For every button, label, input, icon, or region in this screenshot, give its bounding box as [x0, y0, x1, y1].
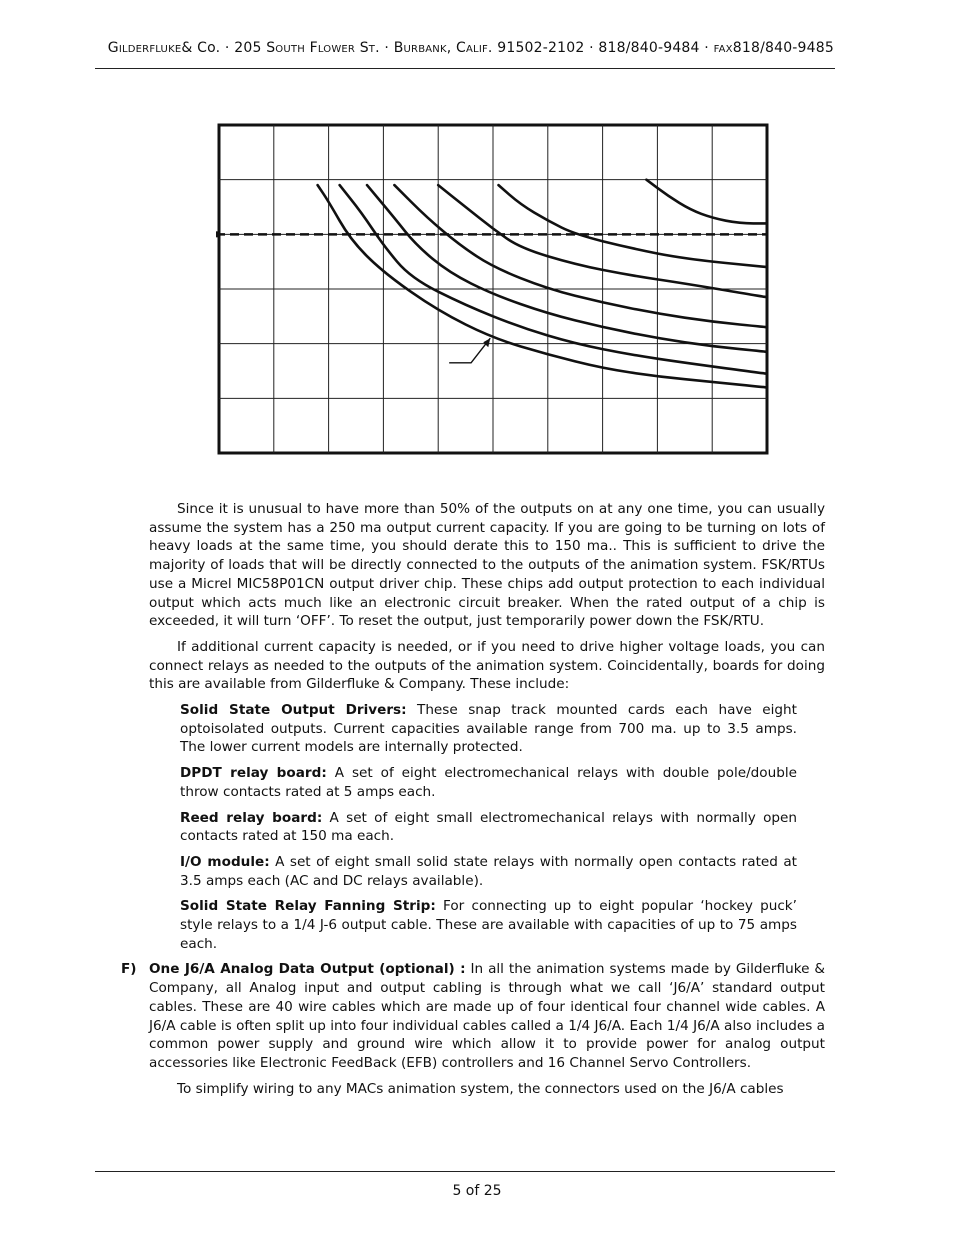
- body-text: [121, 500, 826, 1105]
- page-header: Gilderfluke& Co. · 205 South Flower St. · Burbank, Calif. 91502-2102 · 818/840-9484 · fax818/840-9485: [107, 40, 834, 56]
- page-number: 5 of 25: [452, 1183, 502, 1199]
- list-item-title: Solid State Relay Fanning Strip:: [180, 898, 436, 915]
- list-item-text: A set of eight small electromechanical relays with normally open contacts rated at 150 ma each.: [180, 809, 797, 845]
- company-suffix: & Co.: [181, 40, 221, 56]
- footer-rule: [95, 1171, 835, 1172]
- list-item-title: Reed relay board:: [180, 809, 323, 826]
- reference-line-marker: [216, 231, 220, 237]
- series-line-curve-7: [646, 180, 767, 224]
- list-item-text: A set of eight electromechanical relays with double pole/double throw contacts rated at 5 amps each.: [180, 765, 797, 800]
- list-item: [180, 701, 797, 757]
- section-f: [121, 960, 826, 1072]
- phone: 818/840-9484: [598, 40, 700, 56]
- relay-board-list: [149, 701, 825, 953]
- list-item-text: These snap track mounted cards each have eight optoisolated outputs. Current capacities available range from 700 ma. up to 3.5 amps. The lower current models are internally protected.: [180, 702, 797, 756]
- series-line-curve-3: [367, 185, 767, 352]
- list-item-text: For connecting up to eight popular ‘hockey puck’ style relays to a 1/4 J-6 output cable. These are available with capacities of up to 75 amps each.: [180, 898, 798, 952]
- address-number: 205: [234, 40, 262, 56]
- street: South Flower St.: [266, 40, 380, 56]
- zip: 91502-2102: [497, 40, 585, 56]
- list-item: [180, 764, 797, 801]
- chart-grid: [216, 125, 767, 453]
- section-letter: F): [121, 961, 137, 978]
- series-line-curve-4: [394, 185, 767, 327]
- chart-annotation: [449, 338, 490, 363]
- section-title: One J6/A Analog Data Output (optional) :: [149, 961, 466, 978]
- series-line-curve-6: [499, 185, 768, 267]
- company-name: Gilderfluke: [107, 40, 182, 56]
- paragraph-relays: If additional current capacity is needed, or if you need to drive higher voltage loads, you can connect relays as needed to the outputs of the animation system. Coincidentally, boards for doing this are available from Gilderfluke & Company. These include:: [149, 638, 825, 693]
- derating-chart: [216, 122, 770, 458]
- list-item-title: DPDT relay board:: [180, 765, 327, 782]
- section-text: In all the animation systems made by Gilderfluke & Company, all Analog input and output cabling is through what we call ‘J6/A’ standard output cables. These are 40 wire cables which are made up of four identical four channel wide cables. A J6/A cable is often split up into four individual cables called a 1/4 J6/A. Each 1/4 J6/A also includes a common power supply and ground wire which allow it to provide power for analog output accessories like Electronic FeedBack (EFB) controllers and 16 Channel Servo Controllers.: [149, 961, 826, 1071]
- header-rule: [95, 68, 835, 69]
- paragraph-connectors: To simplify wiring to any MACs animation system, the connectors used on the J6/A cables: [177, 1080, 784, 1097]
- list-item: [180, 809, 797, 846]
- fax-label: fax: [713, 40, 733, 56]
- chart-curves: [318, 180, 767, 388]
- list-item-title: I/O module:: [180, 853, 270, 870]
- list-item: [180, 897, 797, 953]
- list-item-title: Solid State Output Drivers:: [180, 702, 407, 719]
- paragraph-current-capacity: Since it is unusual to have more than 50% of the outputs on at any one time, you can usually assume the system has a 250 ma output current capacity. If you are going to be turning on lots of heavy loads at the same time, you should derate this to 150 ma.. This is sufficient to drive the majority of loads that will be directly connected to the outputs of the animation system. FSK/RTUs use a Micrel MIC58P01CN output driver chip. These chips add output protection to each individual output which acts much like an electronic circuit breaker. When the rated output of a chip is exceeded, it will turn ‘OFF’. To reset the output, just temporarily power down the FSK/RTU.: [149, 501, 825, 630]
- list-item-text: A set of eight small solid state relays with normally open contacts rated at 3.5 amps each (AC and DC relays available).: [180, 853, 797, 889]
- list-item: [180, 853, 797, 890]
- city: Burbank, Calif.: [393, 40, 493, 56]
- fax: 818/840-9485: [732, 40, 834, 56]
